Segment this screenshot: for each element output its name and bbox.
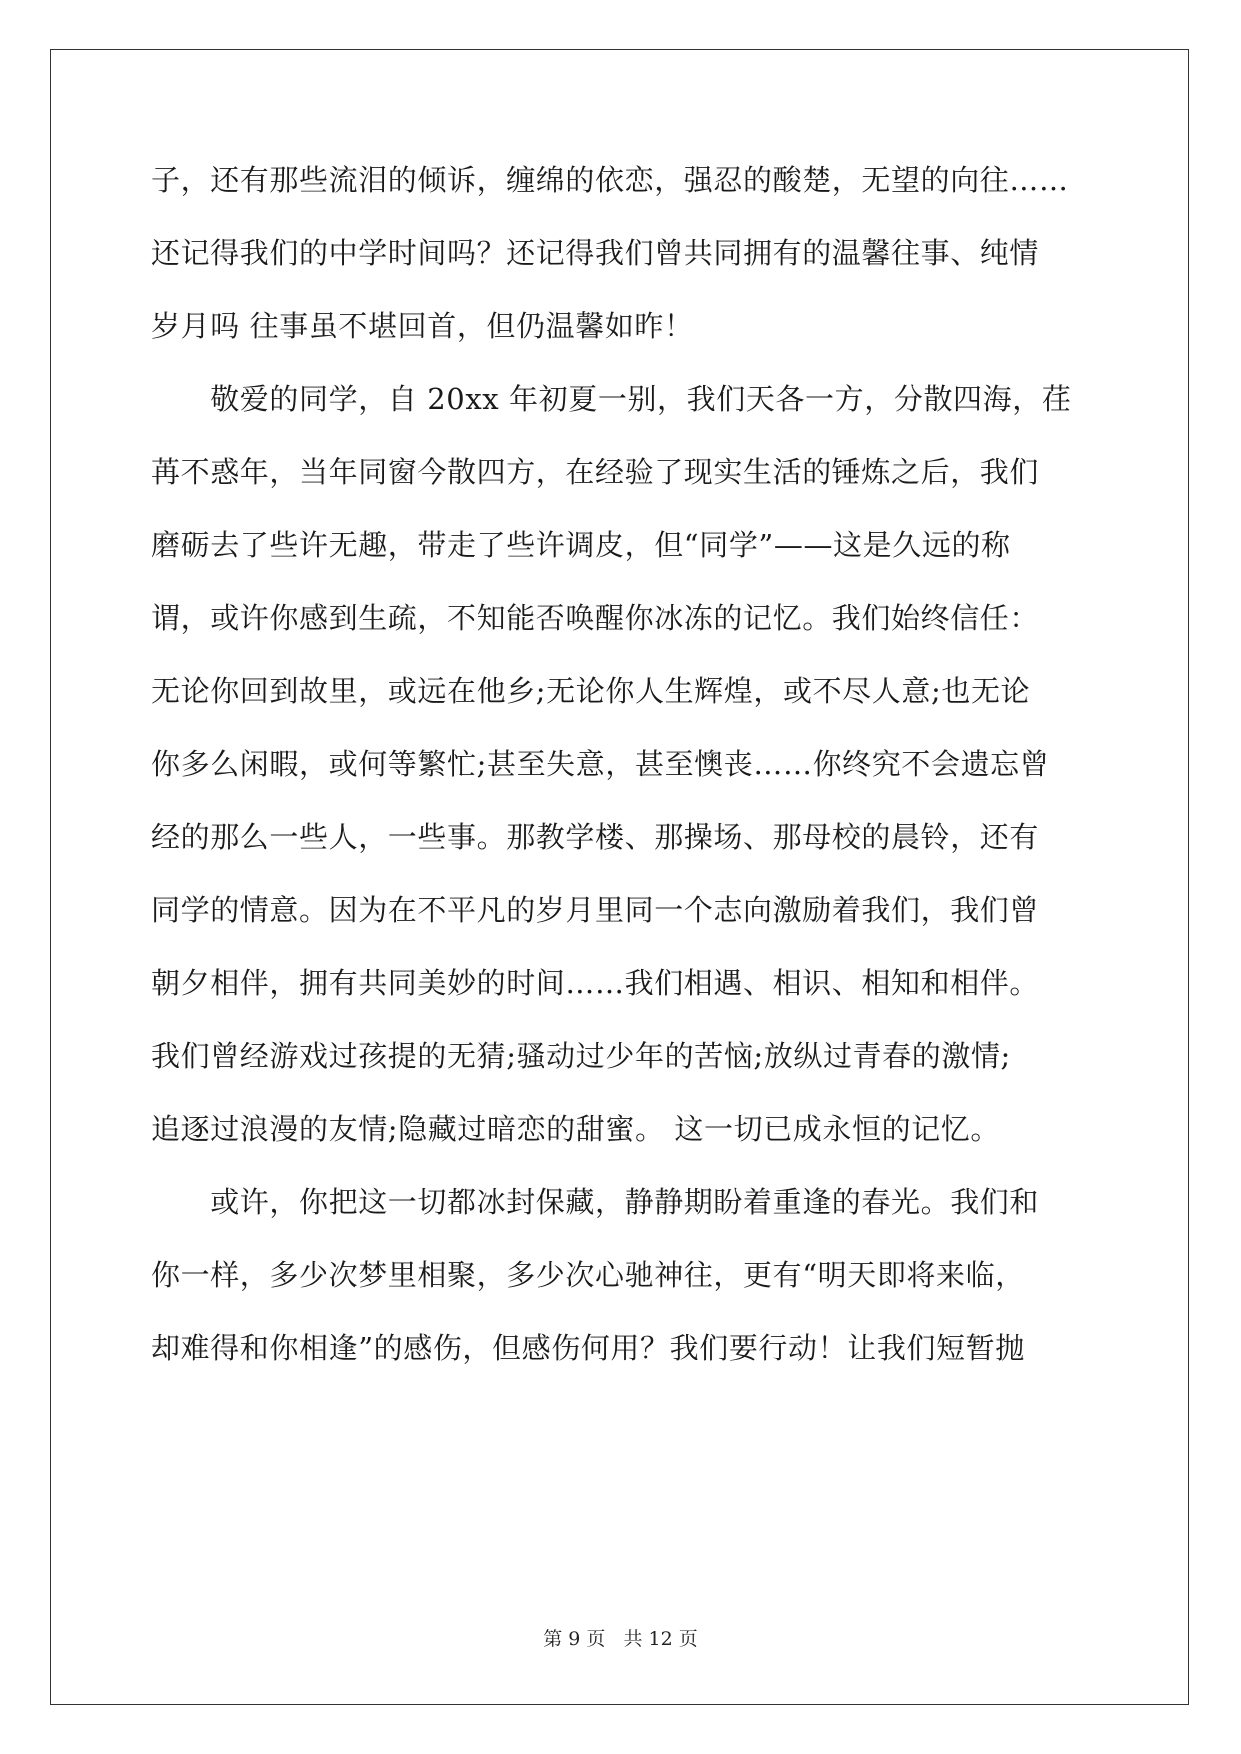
text-line: 你多么闲暇，或何等繁忙;甚至失意，甚至懊丧……你终究不会遗忘曾 [151, 747, 1050, 781]
text-line: 或许，你把这一切都冰封保藏，静静期盼着重逢的春光。我们和 [151, 1185, 1040, 1219]
text-line: 子，还有那些流泪的倾诉，缠绵的依恋，强忍的酸楚，无望的向往…… [151, 163, 1069, 197]
page-number-footer: 第 9 页 共 12 页 [543, 1628, 698, 1650]
text-line: 谓，或许你感到生疏，不知能否唤醒你冰冻的记忆。我们始终信任： [151, 601, 1040, 635]
text-line: 岁月吗 往事虽不堪回首，但仍温馨如昨！ [151, 309, 694, 343]
text-line: 你一样，多少次梦里相聚，多少次心驰神往，更有“明天即将来临， [151, 1258, 1025, 1292]
text-line: 敬爱的同学，自 20xx 年初夏一别，我们天各一方，分散四海，荏 [151, 382, 1072, 416]
text-line: 却难得和你相逢”的感伤，但感伤何用？我们要行动！让我们短暂抛 [151, 1331, 1025, 1365]
page-border [50, 49, 1189, 1705]
text-line: 朝夕相伴，拥有共同美妙的时间……我们相遇、相识、相知和相伴。 [151, 966, 1040, 1000]
text-line: 我们曾经游戏过孩提的无猜;骚动过少年的苦恼;放纵过青春的激情; [151, 1039, 1011, 1073]
text-line: 追逐过浪漫的友情;隐藏过暗恋的甜蜜。 这一切已成永恒的记忆。 [151, 1112, 1000, 1146]
text-line: 无论你回到故里，或远在他乡;无论你人生辉煌，或不尽人意;也无论 [151, 674, 1031, 708]
text-line: 磨砺去了些许无趣，带走了些许调皮，但“同学”——这是久远的称 [151, 528, 1011, 562]
text-line: 经的那么一些人，一些事。那教学楼、那操场、那母校的晨铃，还有 [151, 820, 1040, 854]
text-line: 同学的情意。因为在不平凡的岁月里同一个志向激励着我们，我们曾 [151, 893, 1040, 927]
text-line: 还记得我们的中学时间吗？还记得我们曾共同拥有的温馨往事、纯情 [151, 236, 1040, 270]
text-line: 苒不惑年，当年同窗今散四方，在经验了现实生活的锤炼之后，我们 [151, 455, 1040, 489]
